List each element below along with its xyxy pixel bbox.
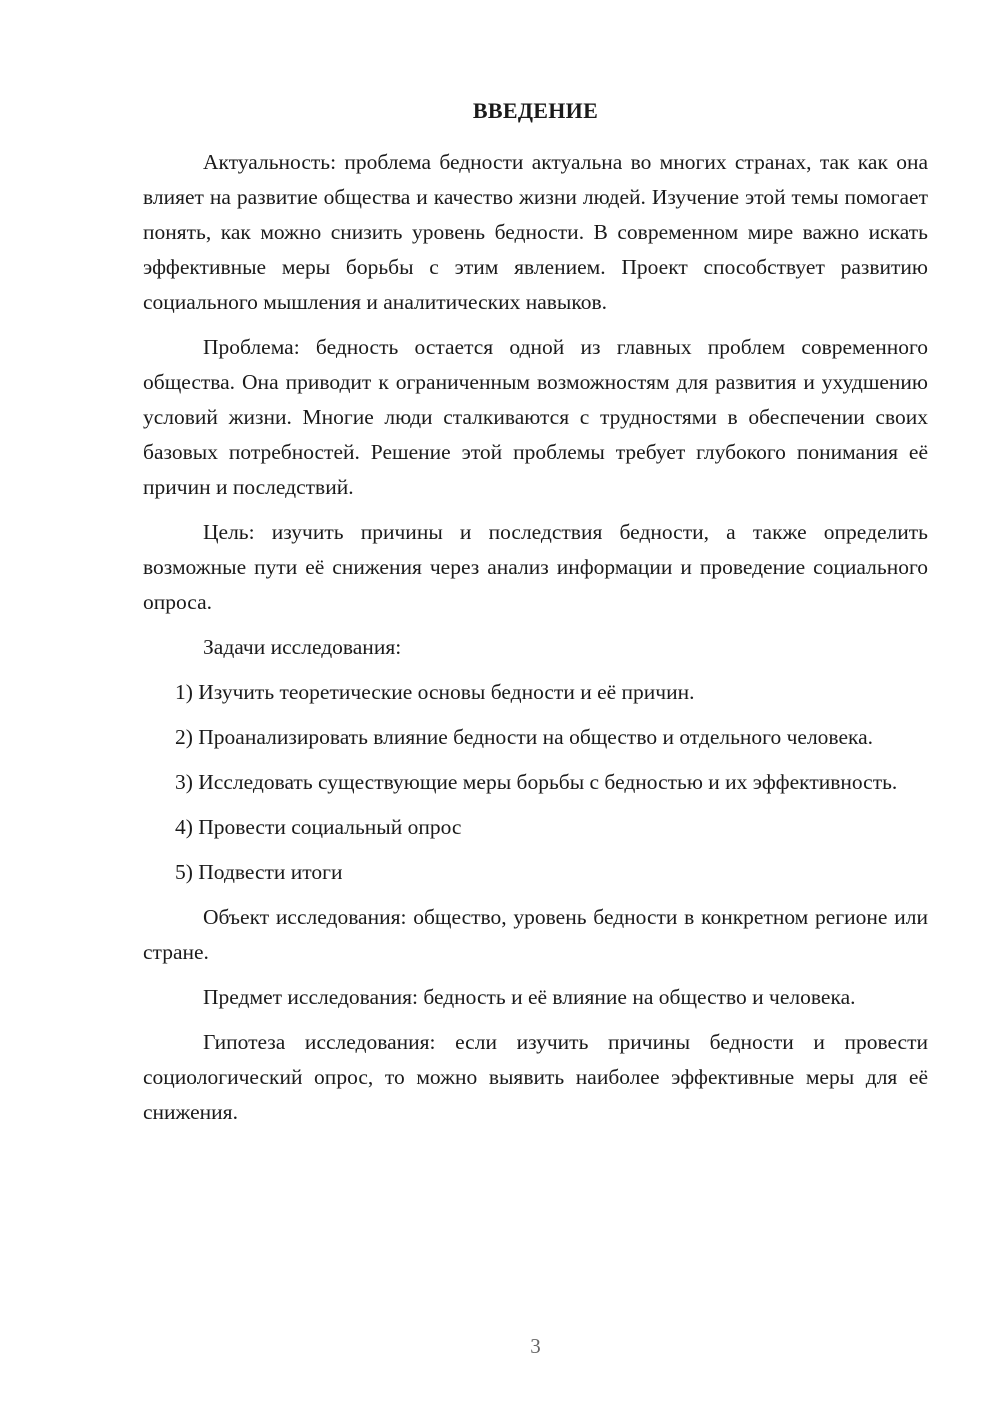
paragraph-object: Объект исследования: общество, уровень бедности в конкретном регионе или стране. — [143, 905, 928, 964]
list-item: 3) Исследовать существующие меры борьбы с бедностью и их эффективность. — [175, 770, 898, 794]
paragraph-subject: Предмет исследования: бедность и её влияние на общество и человека. — [203, 985, 856, 1009]
page-number: 3 — [530, 1334, 541, 1358]
document-body — [143, 145, 928, 1140]
paragraph-problem: Проблема: бедность остается одной из главных проблем современного общества. Она приводит к ограниченным возможностям для развития и ухудшению условий жизни. Многие люди сталкиваются с трудностями в обеспечении своих базовых потребностей. Решение этой проблемы требует глубокого понимания её причин и последствий. — [143, 335, 928, 499]
tasks-list — [143, 675, 928, 890]
list-item: 4) Провести социальный опрос — [175, 815, 462, 839]
list-item: 5) Подвести итоги — [175, 860, 343, 884]
list-item: 2) Проанализировать влияние бедности на общество и отдельного человека. — [175, 725, 874, 749]
list-item: 1) Изучить теоретические основы бедности и её причин. — [175, 680, 695, 704]
tasks-heading: Задачи исследования: — [203, 635, 402, 659]
paragraph-relevance: Актуальность: проблема бедности актуальна во многих странах, так как она влияет на развитие общества и качество жизни людей. Изучение этой темы помогает понять, как можно снизить уровень бедности. В современном мире важно искать эффективные меры борьбы с этим явлением. Проект способствует развитию социального мышления и аналитических навыков. — [143, 150, 928, 314]
paragraph-goal: Цель: изучить причины и последствия бедности, а также определить возможные пути её снижения через анализ информации и проведение социального опроса. — [143, 520, 928, 614]
paragraph-hypothesis: Гипотеза исследования: если изучить причины бедности и провести социологический опрос, то можно выявить наиболее эффективные меры для её снижения. — [143, 1030, 928, 1124]
page-title: ВВЕДЕНИЕ — [472, 98, 599, 123]
